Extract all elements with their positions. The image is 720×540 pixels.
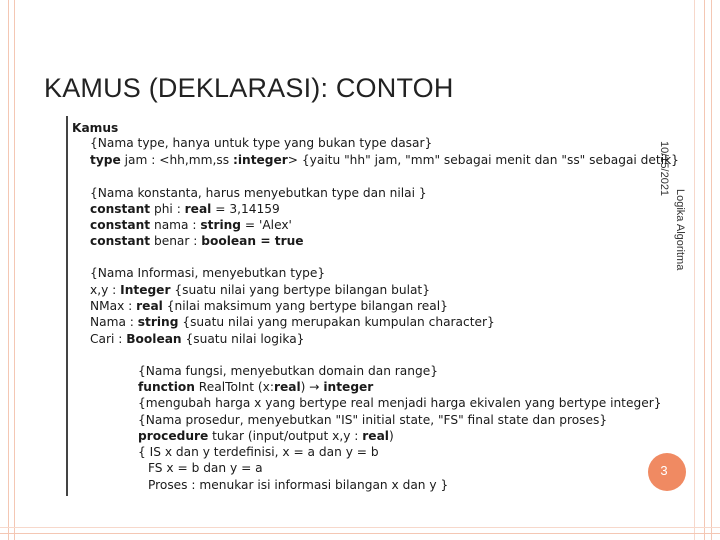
page-number-badge <box>648 453 686 491</box>
procedure-tukar: procedure tukar (input/output x,y : real) <box>138 429 394 443</box>
comment-is: { IS x dan y terdefinisi, x = a dan y = b <box>138 445 379 459</box>
frame-line-right-outer <box>711 0 712 540</box>
comment-prosedur: {Nama prosedur, menyebutkan "IS" initial state, "FS" final state dan proses} <box>138 413 608 427</box>
slide-footer: Logika Algoritma <box>674 189 686 271</box>
comment-proses: Proses : menukar isi informasi bilangan x dan y } <box>148 478 449 492</box>
constant-nama: constant nama : string = 'Alex' <box>90 218 292 232</box>
function-realtoint: function RealToInt (x:real) → integer <box>138 380 374 394</box>
comment-constant: {Nama konstanta, harus menyebutkan type dan nilai } <box>90 186 427 200</box>
var-xy: x,y : Integer {suatu nilai yang bertype bilangan bulat} <box>90 283 430 297</box>
frame-line-bottom <box>0 533 720 534</box>
frame-line-right-inner <box>704 0 705 540</box>
comment-fs: FS x = b dan y = a <box>148 461 263 475</box>
kamus-heading: Kamus <box>72 121 119 135</box>
frame-line-left-outer <box>8 0 9 540</box>
slide-date: 10/15/2021 <box>658 141 670 197</box>
constant-phi: constant phi : real = 3,14159 <box>90 202 280 216</box>
constant-benar: constant benar : boolean = true <box>90 234 304 248</box>
var-cari: Cari : Boolean {suatu nilai logika} <box>90 332 305 346</box>
frame-line-bottom-inner <box>0 527 720 528</box>
slide-title: KAMUS (DEKLARASI): CONTOH <box>44 73 454 103</box>
frame-line-right-mid <box>694 0 695 540</box>
var-nama: Nama : string {suatu nilai yang merupakan kumpulan character} <box>90 315 495 329</box>
type-declaration: type jam : <hh,mm,ss :integer> {yaitu "hh" jam, "mm" sebagai menit dan "ss" sebagai detik} <box>90 153 679 167</box>
var-nmax: NMax : real {nilai maksimum yang bertype bilangan real} <box>90 299 448 313</box>
comment-informasi: {Nama Informasi, menyebutkan type} <box>90 266 326 280</box>
comment-fungsi: {Nama fungsi, menyebutkan domain dan range} <box>138 364 438 378</box>
comment-function-desc: {mengubah harga x yang bertype real menjadi harga ekivalen yang bertype integer} <box>138 396 662 410</box>
frame-line-left-inner <box>14 0 15 540</box>
page-number: 3 <box>660 463 668 478</box>
comment-type: {Nama type, hanya untuk type yang bukan type dasar} <box>90 136 433 150</box>
